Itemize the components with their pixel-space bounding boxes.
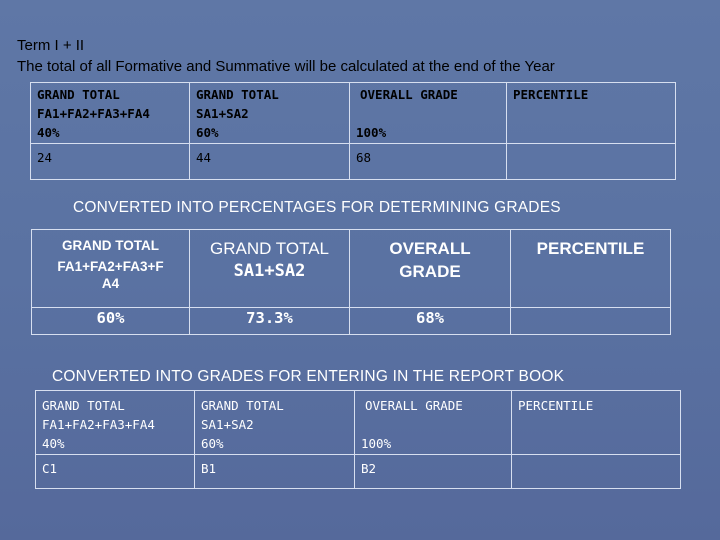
slide-title-term: Term I + II (17, 37, 85, 54)
value-cell-fa-total: 24 (31, 144, 190, 180)
table-row-header (36, 391, 681, 455)
header-cell-percentile: PERCENTILE (507, 83, 676, 144)
table-row-values (32, 308, 671, 335)
value-cell-percentile (512, 455, 681, 489)
header-cell-overall-grade: OVERALL GRADE (350, 230, 511, 308)
value-cell-percentile (507, 144, 676, 180)
header-cell-fa-total: GRAND TOTAL FA1+FA2+FA3+FA4 40% (36, 391, 195, 455)
value-cell-overall-grade: B2 (355, 455, 512, 489)
value-cell-fa-total: 60% (32, 308, 190, 335)
table-row-values (31, 144, 676, 180)
value-cell-overall-grade: 68 (350, 144, 507, 180)
value-cell-sa-total: 73.3% (190, 308, 350, 335)
grades-table (35, 390, 681, 489)
percentages-table (31, 229, 671, 335)
header-cell-sa-total: GRAND TOTAL SA1+SA2 60% (190, 83, 350, 144)
header-cell-percentile: PERCENTILE (512, 391, 681, 455)
value-cell-sa-total: B1 (195, 455, 355, 489)
value-cell-sa-total: 44 (190, 144, 350, 180)
section-heading-grades: CONVERTED INTO GRADES FOR ENTERING IN THE REPORT BOOK (52, 368, 565, 385)
header-cell-overall-grade: OVERALL GRADE 100% (350, 83, 507, 144)
header-cell-fa-total: GRAND TOTAL FA1+FA2+FA3+FA4 40% (31, 83, 190, 144)
header-cell-sa-total: GRAND TOTAL SA1+SA2 60% (195, 391, 355, 455)
section-heading-percentages: CONVERTED INTO PERCENTAGES FOR DETERMINING GRADES (73, 199, 561, 216)
header-cell-sa-total: GRAND TOTAL SA1+SA2 (190, 230, 350, 308)
totals-table (30, 82, 676, 180)
value-cell-overall-grade: 68% (350, 308, 511, 335)
table-row-header (31, 83, 676, 144)
table-row-values (36, 455, 681, 489)
header-cell-percentile: PERCENTILE (511, 230, 671, 308)
header-cell-overall-grade: OVERALL GRADE 100% (355, 391, 512, 455)
slide-subtitle: The total of all Formative and Summative will be calculated at the end of the Year (17, 58, 555, 75)
value-cell-percentile (511, 308, 671, 335)
header-cell-fa-total: GRAND TOTAL FA1+FA2+FA3+F A4 (32, 230, 190, 308)
table-row-header (32, 230, 671, 308)
value-cell-fa-total: C1 (36, 455, 195, 489)
